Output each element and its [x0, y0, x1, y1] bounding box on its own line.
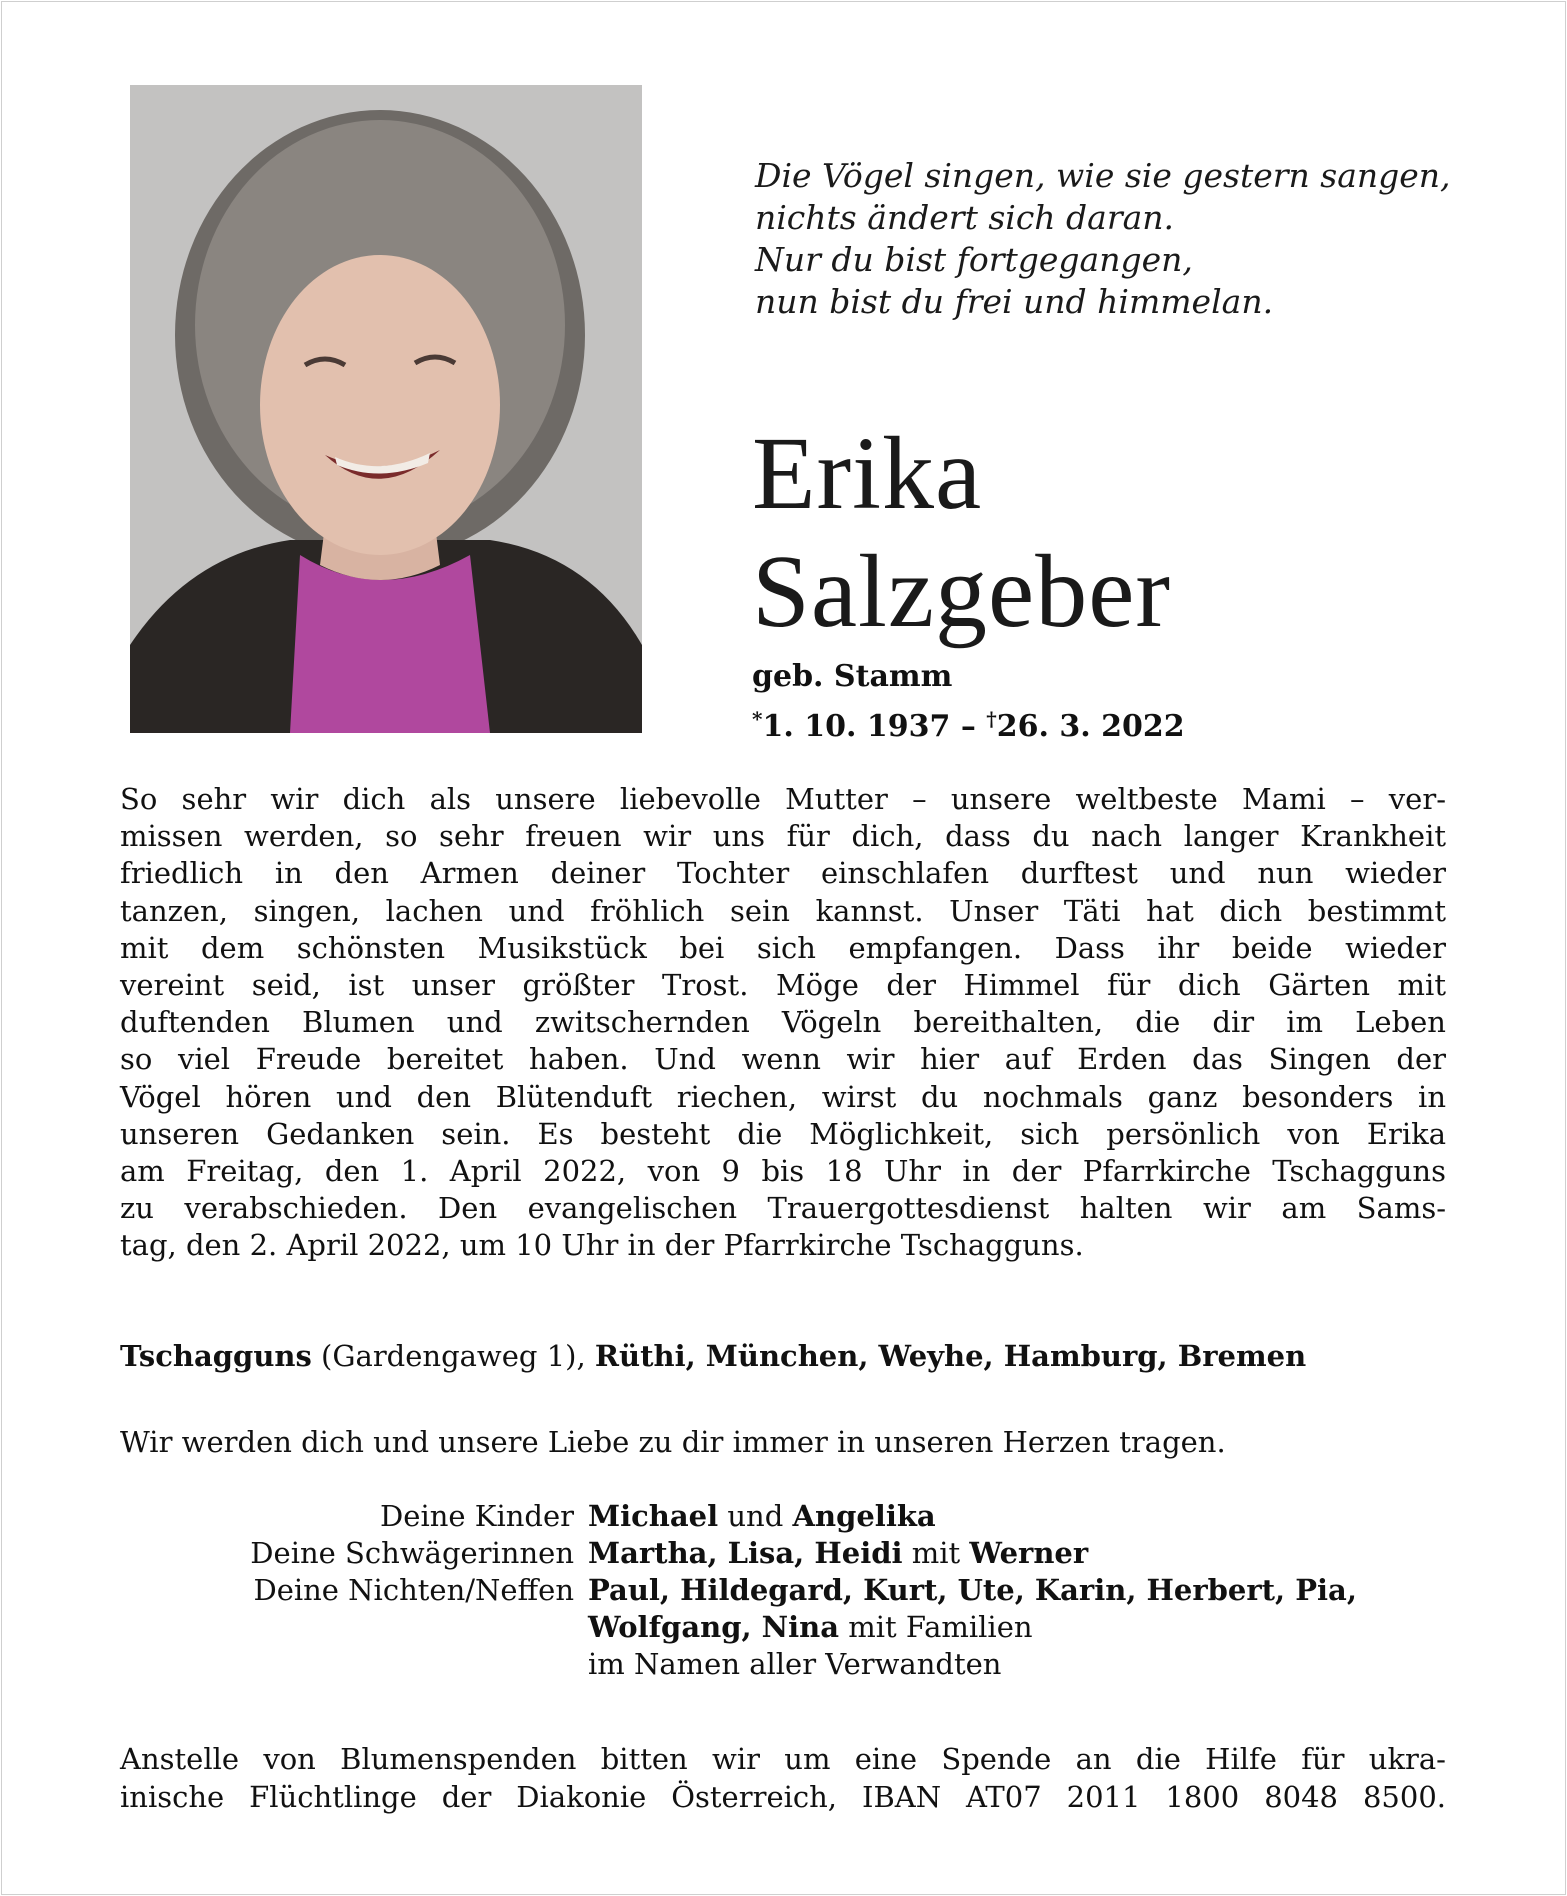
poem-line: nichts ändert sich daran.	[755, 198, 1175, 237]
families-suffix: mit Familien	[839, 1610, 1033, 1644]
text-line: friedlich in den Armen deiner Tochter einschlafen durftest und nun wieder	[120, 856, 1446, 891]
poem	[755, 155, 1455, 323]
last-name: Salzgeber	[752, 534, 1172, 649]
text-line: so viel Freude bereitet haben. Und wenn wir hier auf Erden das Singen der	[120, 1042, 1446, 1077]
places-line	[120, 1337, 1450, 1375]
life-dates	[752, 700, 1185, 746]
poem-line: Nur du bist fortgegangen,	[755, 240, 1193, 279]
conjunction: und	[718, 1499, 793, 1533]
text-line: vereint seid, ist unser größter Trost. Möge der Himmel für dich Gärten mit	[120, 968, 1446, 1003]
text-line: mit dem schönsten Musikstück bei sich empfangen. Dass ihr beide wieder	[120, 930, 1446, 965]
portrait-illustration	[130, 85, 642, 733]
date-separator: –	[950, 709, 987, 744]
text-line: duftenden Blumen und zwitschernden Vögeln bereithalten, die dir im Leben	[120, 1005, 1446, 1040]
text-line: am Freitag, den 1. April 2022, von 9 bis 18 Uhr in der Pfarrkirche Tschagguns	[120, 1154, 1446, 1189]
signature-row-sisters-in-law	[120, 1535, 1460, 1572]
birth-date: 1. 10. 1937	[762, 709, 951, 744]
home-address: (Gardengaweg 1),	[311, 1339, 595, 1373]
child-name: Angelika	[792, 1499, 936, 1533]
obituary-text	[120, 781, 1446, 1265]
death-date: 26. 3. 2022	[996, 709, 1185, 744]
sisters-names	[588, 1535, 1088, 1572]
home-town: Tschagguns	[120, 1339, 312, 1373]
first-name: Erika	[752, 416, 983, 531]
empty-label	[120, 1646, 588, 1683]
text-line: Vögel hören und den Blütenduft riechen, wirst du nochmals ganz besonders in	[120, 1079, 1446, 1114]
conjunction: mit	[902, 1536, 970, 1570]
text-line: tanzen, singen, lachen und fröhlich sein kannst. Unser Täti hat dich bestimmt	[120, 893, 1446, 928]
other-places: Rüthi, München, Weyhe, Hamburg, Bremen	[594, 1339, 1307, 1373]
child-name: Michael	[588, 1499, 719, 1533]
partner-name: Werner	[969, 1536, 1089, 1570]
donation-line: inische Flüchtlinge der Diakonie Österreich, IBAN AT07 2011 1800 8048 8500.	[120, 1779, 1446, 1814]
signatures	[120, 1498, 1460, 1683]
text-line: unseren Gedanken sein. Es besteht die Möglichkeit, sich persönlich von Erika	[120, 1116, 1446, 1151]
sisters-label: Deine Schwägerinnen	[250, 1536, 574, 1570]
signature-row-relatives	[120, 1646, 1460, 1683]
sister-names: Martha, Lisa, Heidi	[588, 1536, 903, 1570]
birth-symbol: *	[752, 707, 763, 731]
portrait-photo	[130, 85, 642, 733]
relatives-line: im Namen aller Verwandten	[588, 1647, 1002, 1681]
nieces-label: Deine Nichten/Neffen	[253, 1573, 574, 1607]
deceased-name	[752, 415, 1171, 651]
children-names	[588, 1498, 936, 1535]
text-line: tag, den 2. April 2022, um 10 Uhr in der Pfarrkirche Tschagguns.	[120, 1228, 1084, 1263]
donation-line: Anstelle von Blumenspenden bitten wir um eine Spende an die Hilfe für ukra-	[120, 1742, 1446, 1776]
donation-notice	[120, 1741, 1446, 1816]
poem-line: Die Vögel singen, wie sie gestern sangen,	[755, 156, 1451, 195]
poem-line: nun bist du frei und himmelan.	[755, 282, 1274, 321]
nieces-names-line: Wolfgang, Nina	[588, 1610, 840, 1644]
signature-row-nieces-continued	[120, 1609, 1460, 1646]
text-line: So sehr wir dich als unsere liebevolle Mutter – unsere weltbeste Mami – ver-	[120, 782, 1446, 816]
text-line: zu verabschieden. Den evangelischen Trauergottesdienst halten wir am Sams-	[120, 1191, 1446, 1226]
children-label: Deine Kinder	[380, 1499, 574, 1533]
signature-row-nieces-nephews	[120, 1572, 1460, 1609]
nieces-names-line: Paul, Hildegard, Kurt, Ute, Karin, Herbert, Pia,	[588, 1573, 1357, 1607]
empty-label	[120, 1609, 588, 1646]
maiden-name: geb. Stamm	[752, 659, 953, 694]
nieces-names	[588, 1572, 1357, 1609]
signature-row-children	[120, 1498, 1460, 1535]
text-line: missen werden, so sehr freuen wir uns für dich, dass du nach langer Krankheit	[120, 819, 1446, 854]
death-symbol: †	[986, 707, 997, 731]
nieces-names-continued	[588, 1609, 1033, 1646]
closing-sentence: Wir werden dich und unsere Liebe zu dir immer in unseren Herzen tragen.	[120, 1425, 1226, 1459]
